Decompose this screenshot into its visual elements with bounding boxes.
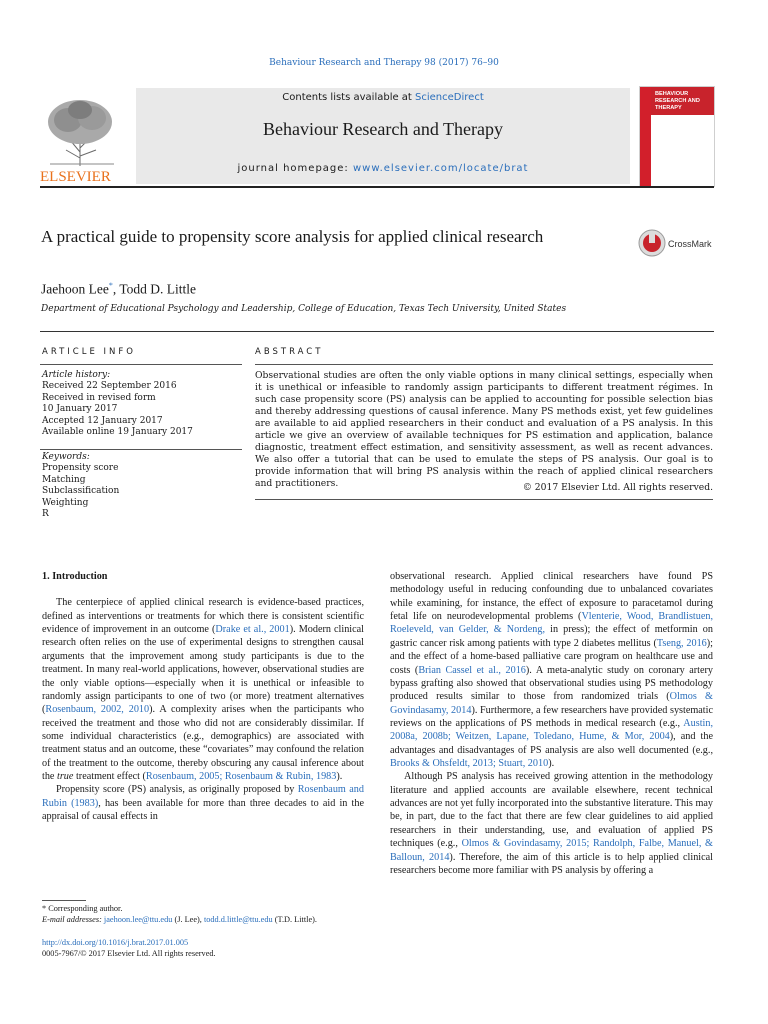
citation-link[interactable]: Olmos & Govindasamy, 2015; Randolph, Falbe, Manuel, & Balloun, 2014: [390, 838, 713, 863]
cover-title-block: [651, 87, 714, 115]
text-run: observational research. Applied clinical researchers have found PS methodology useful in reducing confounding due to unbalanced covariates while examining, for instance, the effect of exposure to paracetamol during fetal life on neurodevelopmental problems (: [390, 571, 713, 623]
section-heading: 1. Introduction: [42, 571, 108, 582]
text-run: ). A meta-analytic study on coronary artery bypass grafting also showed that observational studies using PS methodology produced results similar to those from randomized trials (: [390, 664, 713, 703]
history-item: Received in revised form: [42, 392, 156, 403]
keywords-divider: [40, 449, 242, 450]
keywords: [42, 452, 119, 520]
homepage-prefix: journal homepage:: [237, 163, 353, 174]
author-list: [41, 281, 196, 298]
email-link[interactable]: todd.d.little@ttu.edu: [203, 915, 273, 924]
text-run: in press); the effect of metformin on gastric cancer risk among patients with type 2 diabetes mellitus (: [390, 624, 713, 649]
doi-block: [42, 937, 216, 959]
citation-link[interactable]: Tseng, 2016: [656, 637, 707, 649]
article-title: A practical guide to propensity score analysis for applied clinical research: [41, 227, 544, 246]
keyword-item: Weighting: [42, 497, 89, 508]
text-run: (J. Lee),: [172, 915, 204, 924]
citation-link[interactable]: Vlenterie, Wood, Brandlistuen, Roeleveld, van Gelder, & Nordeng,: [390, 611, 713, 636]
footnote-marker: *: [42, 904, 47, 913]
abstract-divider: [255, 364, 713, 365]
email-line: [42, 914, 317, 925]
abstract-bottom-divider: [255, 499, 713, 500]
elsevier-wordmark: ELSEVIER: [40, 169, 111, 184]
history-item: Accepted 12 January 2017: [42, 415, 163, 426]
abstract-text: Observational studies are often the only viable options in many clinical settings, especially when it is unethical or infeasible to randomly assign participants to different treatment régimes. In such case propensity score (PS) analysis can be applied to accounting for possible selection bias and thereby addressing questions of causal inference. Many PS methods exist, yet few guidelines are available to aid applied researchers in their conduct and evaluation of a PS analysis. In this article we give an overview of available techniques for PS estimation and application, balance diagnostic, treatment effect estimation, and sensitivity assessment, as well as recent advances. We also offer a tutorial that can be used to emulate the steps of PS analysis. Our goal is to provide information that will bring PS analysis within the reach of applied clinical researchers and practitioners.: [255, 370, 713, 489]
crossmark-badge[interactable]: [638, 229, 718, 259]
elsevier-logo: [40, 92, 126, 184]
text-run: ). Modern clinical research often relies on the use of experimental designs to strengthen causal arguments that the improvement among study participants is due to the treatment. In many real-world applications, however, observational studies are the only viable options—especially when it is unethical or infeasible to randomly assign participants to one of two (or more) treatment alternatives (: [42, 624, 364, 716]
title-divider: [40, 331, 714, 332]
citation-link[interactable]: Rosenbaum, 2002, 2010: [45, 704, 150, 716]
text-run: ).: [336, 771, 343, 783]
journal-title: Behaviour Research and Therapy: [262, 119, 504, 139]
issn-line: 0005-7967/© 2017 Elsevier Ltd. All rights reserved.: [42, 949, 216, 958]
footnote: [42, 903, 317, 925]
cover-line-3: THERAPY: [655, 105, 682, 111]
text-run: Corresponding author.: [46, 904, 123, 913]
citation-link[interactable]: Olmos & Govindasamy, 2014: [390, 691, 713, 716]
keyword-item: Propensity score: [42, 463, 119, 474]
contents-prefix: Contents lists available at: [282, 92, 416, 103]
abstract-heading: ABSTRACT: [255, 347, 324, 357]
crossmark-label: CrossMark: [668, 239, 712, 249]
history-item: Available online 19 January 2017: [42, 427, 193, 438]
article-info-divider: [40, 364, 242, 365]
citation-link[interactable]: Drake et al., 2001: [215, 624, 290, 636]
text-run: The centerpiece of applied clinical research is evidence-based practices, defined as interventions or treatments for which there is consistent scientific evidence of improvement in an outcome (: [42, 597, 364, 636]
keyword-item: R: [42, 509, 49, 520]
corresponding-author-marker[interactable]: *: [108, 281, 113, 290]
citation-link[interactable]: Rosenbaum, 2005; Rosenbaum & Rubin, 1983: [145, 771, 337, 783]
contents-line: [136, 92, 630, 103]
email-link[interactable]: jaehoon.lee@ttu.edu: [103, 915, 173, 924]
header-divider: [40, 186, 714, 188]
citation-link[interactable]: Rosenbaum and Rubin (1983): [42, 784, 364, 809]
text-run: ). A complexity arises when the participants who received the treatment and those who did not are considerably dissimilar. If some individual characteristics (e.g., demographics) are associated with treatment status and an outcome, these “covariates” may confound the relation of the treatment to the outcome, thereby obscuring any causal inference about the: [42, 704, 364, 783]
article-history: [42, 370, 193, 438]
citation-link[interactable]: Brooks & Ohsfeldt, 2013; Stuart, 2010: [390, 758, 549, 770]
footnote-divider: [42, 900, 86, 901]
text-run: Propensity score (PS) analysis, as originally proposed by: [56, 784, 298, 796]
email-label: E-mail addresses:: [42, 915, 104, 924]
text-run: ); and the effect of a home-based palliative care program on healthcare use and costs (: [390, 637, 714, 676]
text-run: ).: [548, 758, 555, 770]
body-paragraph: [390, 570, 713, 770]
text-run: , has been available for more than three decades to aid in the appraisal of causal effects in: [42, 797, 364, 823]
text-run: Although PS analysis has received growing attention in the methodology literature and applied accounts are available elsewhere, recent technical advances are not yet fully incorporated into the substantive literature. This may be, in part, due to the fact that there are few clear guidelines to aid applied researchers in their understanding, use, and evaluation of applied PS techniques (e.g.,: [390, 771, 713, 850]
corresponding-author-note: [42, 903, 317, 914]
history-item: Received 22 September 2016: [42, 381, 177, 392]
body-right-column: [390, 570, 713, 877]
citation-link[interactable]: Brian Cassel et al., 2016: [418, 664, 526, 676]
keyword-item: Matching: [42, 474, 86, 485]
elsevier-tree-icon: [40, 92, 126, 184]
abstract-copyright: © 2017 Elsevier Ltd. All rights reserved.: [522, 482, 713, 493]
cover-spine: [640, 87, 651, 186]
text-run: ). Furthermore, a few researchers have provided systematic reviews on the applications of PS methods in medical research (e.g.,: [390, 704, 713, 729]
doi-link[interactable]: http://dx.doi.org/10.1016/j.brat.2017.01.005: [42, 938, 189, 947]
keyword-item: Subclassification: [42, 486, 120, 497]
author-name: Jaehoon Lee: [41, 281, 109, 297]
body-left-column: [42, 570, 364, 823]
sciencedirect-link[interactable]: ScienceDirect: [415, 92, 484, 103]
author-separator: ,: [112, 281, 120, 297]
crossmark-icon: [639, 230, 665, 256]
citation-link[interactable]: Austin, 2008a, 2008b; Weitzen, Lapane, Toledano, Hume, & Mor, 2004: [390, 717, 713, 743]
journal-homepage: [136, 163, 630, 174]
journal-citation[interactable]: Behaviour Research and Therapy 98 (2017) 76–90: [269, 58, 499, 68]
author-name: Todd D. Little: [119, 281, 197, 297]
text-run: (T.D. Little).: [272, 915, 317, 924]
history-label: Article history:: [42, 370, 111, 380]
affiliation: Department of Educational Psychology and Leadership, College of Education, Texas Tech University, United States: [41, 304, 567, 314]
cover-line-1: BEHAVIOUR: [655, 91, 689, 97]
emphasis: true: [57, 771, 74, 783]
body-paragraph: [390, 770, 713, 877]
journal-cover-thumbnail: [639, 86, 715, 187]
history-item: 10 January 2017: [42, 404, 118, 415]
text-run: ), and the advantages and disadvantages of PS analysis are also well documented (e.g.,: [390, 731, 713, 756]
homepage-link[interactable]: www.elsevier.com/locate/brat: [352, 163, 529, 174]
article-info-heading: ARTICLE INFO: [42, 347, 136, 357]
keywords-label: Keywords:: [42, 452, 90, 462]
text-run: ). Therefore, the aim of this article is to help applied clinical researchers become more familiar with PS analysis by offering a: [390, 851, 713, 876]
body-paragraph: [42, 596, 364, 783]
body-paragraph: [42, 783, 364, 823]
cover-line-2: RESEARCH AND: [655, 98, 700, 104]
text-run: treatment effect (: [73, 771, 146, 783]
